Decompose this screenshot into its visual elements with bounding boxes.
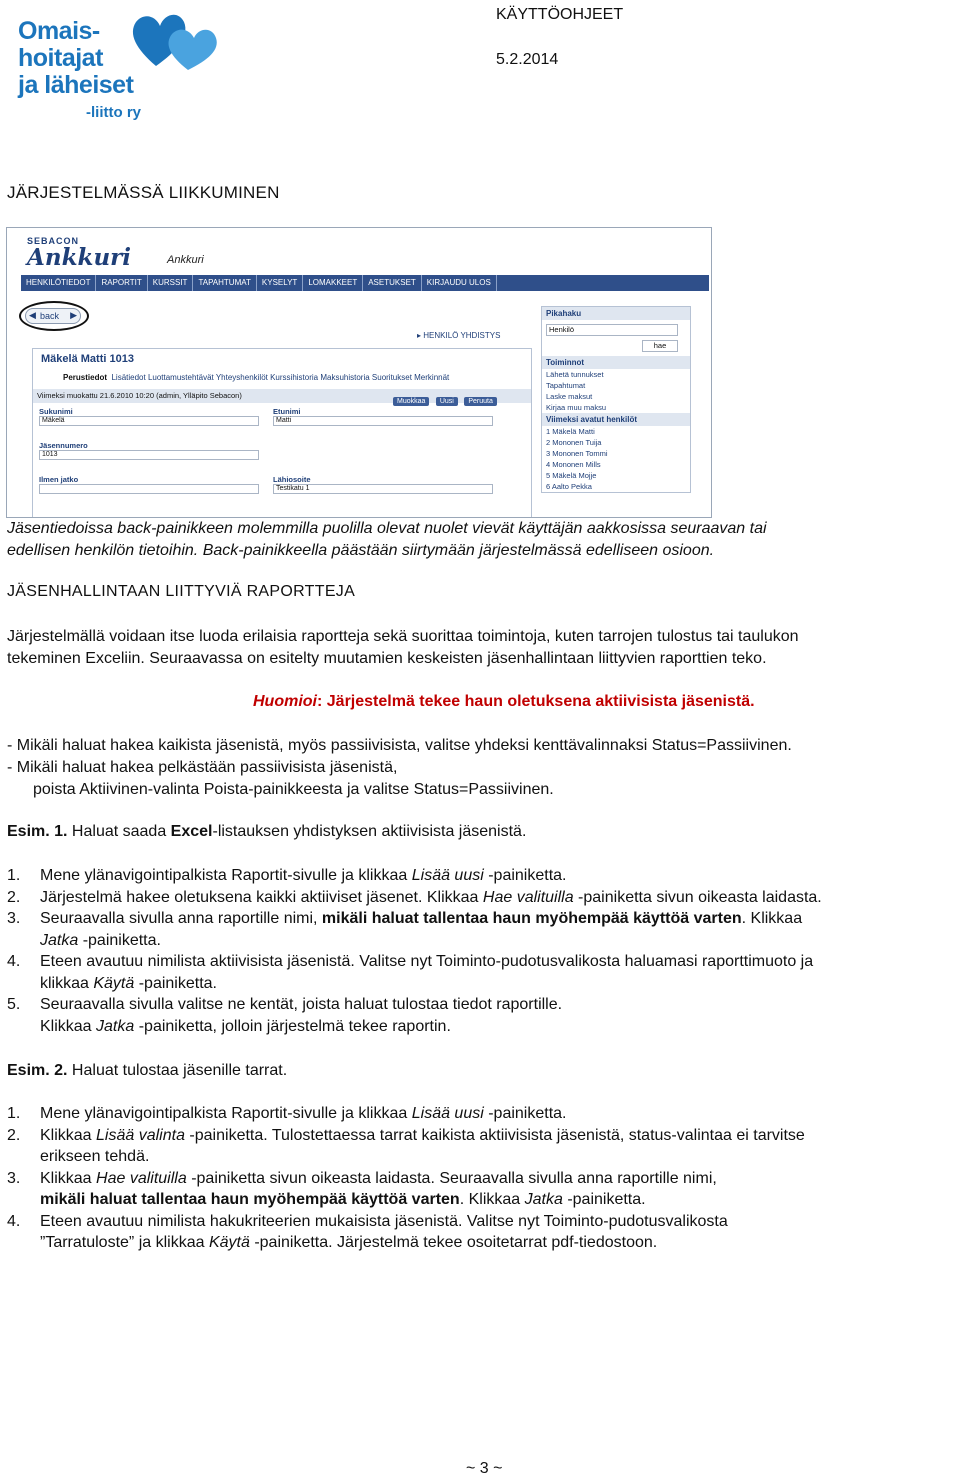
ankkuri-header xyxy=(7,228,711,274)
recent-person[interactable]: 1 Mäkelä Matti xyxy=(546,427,595,436)
step: 4. Eteen avautuu nimilista aktiivisista jäsenistä. Valitse nyt Toiminto-pudotusvalikosta haluamasi raporttimuoto ja klikkaa Käytä -painiketta. xyxy=(7,953,814,992)
bullet-item: - Mikäli haluat hakea kaikista jäsenistä, myös passiivisista, valitse yhdeksi kenttävalinnaksi Status=Passiivinen. xyxy=(7,737,792,754)
person-name: Mäkelä Matti 1013 xyxy=(41,353,134,365)
lahiosoite-field: Lähiosoite Testikatu 1 xyxy=(273,475,493,494)
example2-heading: Esim. 2. Haluat tulostaa jäsenille tarrat. xyxy=(7,1062,288,1079)
bullet-item-cont: poista Aktiivinen-valinta Poista-painikkeesta ja valitse Status=Passiivinen. xyxy=(33,781,554,798)
recent-person[interactable]: 5 Mäkelä Mojje xyxy=(546,471,597,480)
action-buttons xyxy=(393,390,499,408)
reports-intro: Järjestelmällä voidaan itse luoda erilaisia raportteja sekä suorittaa toimintoja, kuten tarrojen tulostus tai taulukon tekeminen Exceliin. Seuraavassa on esitelty muutamien keskeisten jäsenhallintaan liittyvien raporttien teko. xyxy=(7,628,799,667)
section-title-navigation: JÄRJESTELMÄSSÄ LIIKKUMINEN xyxy=(7,183,280,202)
organization-logo xyxy=(14,4,214,122)
document-type: KÄYTTÖOHJEET xyxy=(496,6,624,23)
recent-person[interactable]: 2 Mononen Tuija xyxy=(546,438,602,447)
logo-subtitle: -liitto ry xyxy=(86,104,141,121)
tab-list[interactable]: Lisätiedot Luottamustehtävät Yhteyshenkilöt Kurssihistoria Maksuhistoria Suoritukset Merkinnät xyxy=(111,373,450,382)
tab-perustiedot[interactable]: Perustiedot xyxy=(63,373,108,382)
pikahaku-header: Pikahaku xyxy=(542,307,690,320)
nav-kurssit[interactable]: KURSSIT xyxy=(148,275,194,291)
recent-person[interactable]: 4 Mononen Mills xyxy=(546,460,601,469)
toiminnot-item[interactable]: Tapahtumat xyxy=(546,381,586,390)
back-button[interactable]: ◀ back ▶ xyxy=(25,308,81,324)
nav-asetukset[interactable]: ASETUKSET xyxy=(363,275,422,291)
toiminnot-item[interactable]: Laske maksut xyxy=(546,392,593,401)
step: 1. Mene ylänavigointipalkista Raportit-sivulle ja klikkaa Lisää uusi -painiketta. xyxy=(7,1105,567,1122)
screenshot-caption: Jäsentiedoissa back-painikkeen molemmilla puolilla olevat nuolet vievät käyttäjän aakkosissa seuraavan tai edellisen henkilön tietoihin. Back-painikkeella päästään siirtymään järjestelmässä edelliseen osioon. xyxy=(7,520,767,559)
example2-steps xyxy=(7,1103,957,1254)
ankkuri-screenshot xyxy=(6,227,712,518)
viimeksi-header: Viimeksi avatut henkilöt xyxy=(542,413,690,426)
person-details-panel xyxy=(32,348,532,518)
etunimi-field: Etunimi Matti xyxy=(273,407,493,426)
nav-kirjaudu-ulos[interactable]: KIRJAUDU ULOS xyxy=(422,275,497,291)
recent-person[interactable]: 3 Mononen Tommi xyxy=(546,449,608,458)
sebacon-logo: SEBACON xyxy=(27,236,80,246)
ilmen-jatko-field: Ilmen jatko xyxy=(39,475,259,494)
step: 2. Järjestelmä hakee oletuksena kaikki aktiiviset jäsenet. Klikkaa Hae valituilla -painiketta sivun oikeasta laidasta. xyxy=(7,888,822,906)
right-sidebar xyxy=(541,306,691,493)
modified-info: Viimeksi muokattu 21.6.2010 10:20 (admin, Ylläpito Sebacon) xyxy=(33,389,531,403)
bullet-list xyxy=(7,735,957,801)
section-title-reports: JÄSENHALLINTAAN LIITTYVIÄ RAPORTTEJA xyxy=(7,583,356,600)
example1-steps xyxy=(7,865,957,1037)
previous-arrow-icon[interactable]: ◀ xyxy=(29,310,36,320)
person-tabs xyxy=(63,373,449,382)
step: 3. Klikkaa Hae valituilla -painiketta sivun oikeasta laidasta. Seuraavalla sivulla anna raportille nimi, mikäli haluat tallentaa haun myöhempää käyttöä varten. Klikkaa Jatka -painiketta. xyxy=(7,1169,717,1208)
step: 1. Mene ylänavigointipalkista Raportit-sivulle ja klikkaa Lisää uusi -painiketta. xyxy=(7,867,567,884)
nav-henkilotiedot[interactable]: HENKILÖTIEDOT xyxy=(21,275,96,291)
sukunimi-field: Sukunimi Mäkelä xyxy=(39,407,259,426)
uusi-button[interactable]: Uusi xyxy=(436,397,458,406)
logo-text: Omais- hoitajat ja läheiset xyxy=(18,17,134,99)
ankkuri-logo: Ankkuri xyxy=(27,244,132,271)
bullet-item: - Mikäli haluat hakea pelkästään passiivisista jäsenistä, xyxy=(7,759,398,776)
toiminnot-item[interactable]: Kirjaa muu maksu xyxy=(546,403,607,412)
ankkuri-label: Ankkuri xyxy=(167,254,204,266)
example1-heading: Esim. 1. Haluat saada Excel-listauksen yhdistyksen aktiivisista jäsenistä. xyxy=(7,823,527,840)
nav-raportit[interactable]: RAPORTIT xyxy=(96,275,147,291)
step: 5. Seuraavalla sivulla valitse ne kentät, joista haluat tulostaa tiedot raportille. Klikkaa Jatka -painiketta, jolloin järjestelmä tekee raportin. xyxy=(7,996,563,1035)
document-date: 5.2.2014 xyxy=(496,51,559,68)
recent-person[interactable]: 6 Aalto Pekka xyxy=(546,482,592,491)
nav-kyselyt[interactable]: KYSELYT xyxy=(257,275,303,291)
muokkaa-button[interactable]: Muokkaa xyxy=(393,397,429,406)
henkilo-yhdistys-links[interactable]: ▸ HENKILÖ YHDISTYS xyxy=(417,331,501,340)
hae-button[interactable]: hae xyxy=(642,340,678,352)
nav-lomakkeet[interactable]: LOMAKKEET xyxy=(303,275,363,291)
step: 2. Klikkaa Lisää valinta -painiketta. Tulostettaessa tarrat kaikista aktiivisista jäsenistä, status-valintaa ei tarvitse erikseen tehdä. xyxy=(7,1126,805,1165)
pikahaku-select[interactable]: Henkilö xyxy=(546,324,678,336)
jasennumero-field: Jäsennumero 1013 xyxy=(39,441,259,460)
note: Huomioi: Järjestelmä tekee haun oletuksena aktiivisista jäsenistä. xyxy=(253,693,755,710)
step: 3. Seuraavalla sivulla anna raportille nimi, mikäli haluat tallentaa haun myöhempää käyttöä varten. Klikkaa Jatka -painiketta. xyxy=(7,910,803,949)
page-number: ~ 3 ~ xyxy=(466,1460,503,1477)
peruuta-button[interactable]: Peruuta xyxy=(464,397,497,406)
toiminnot-item[interactable]: Lähetä tunnukset xyxy=(546,370,604,379)
hearts-icon xyxy=(126,4,226,74)
top-navigation xyxy=(21,275,709,291)
toiminnot-header: Toiminnot xyxy=(542,356,690,369)
step: 4. Eteen avautuu nimilista hakukriteerien mukaisista jäsenistä. Valitse nyt Toiminto-pudotusvalikosta ”Tarratuloste” ja klikkaa Käytä -painiketta. Järjestelmä tekee osoitetarrat pdf-tiedostoon. xyxy=(7,1212,728,1251)
next-arrow-icon[interactable]: ▶ xyxy=(70,310,77,320)
nav-tapahtumat[interactable]: TAPAHTUMAT xyxy=(193,275,256,291)
